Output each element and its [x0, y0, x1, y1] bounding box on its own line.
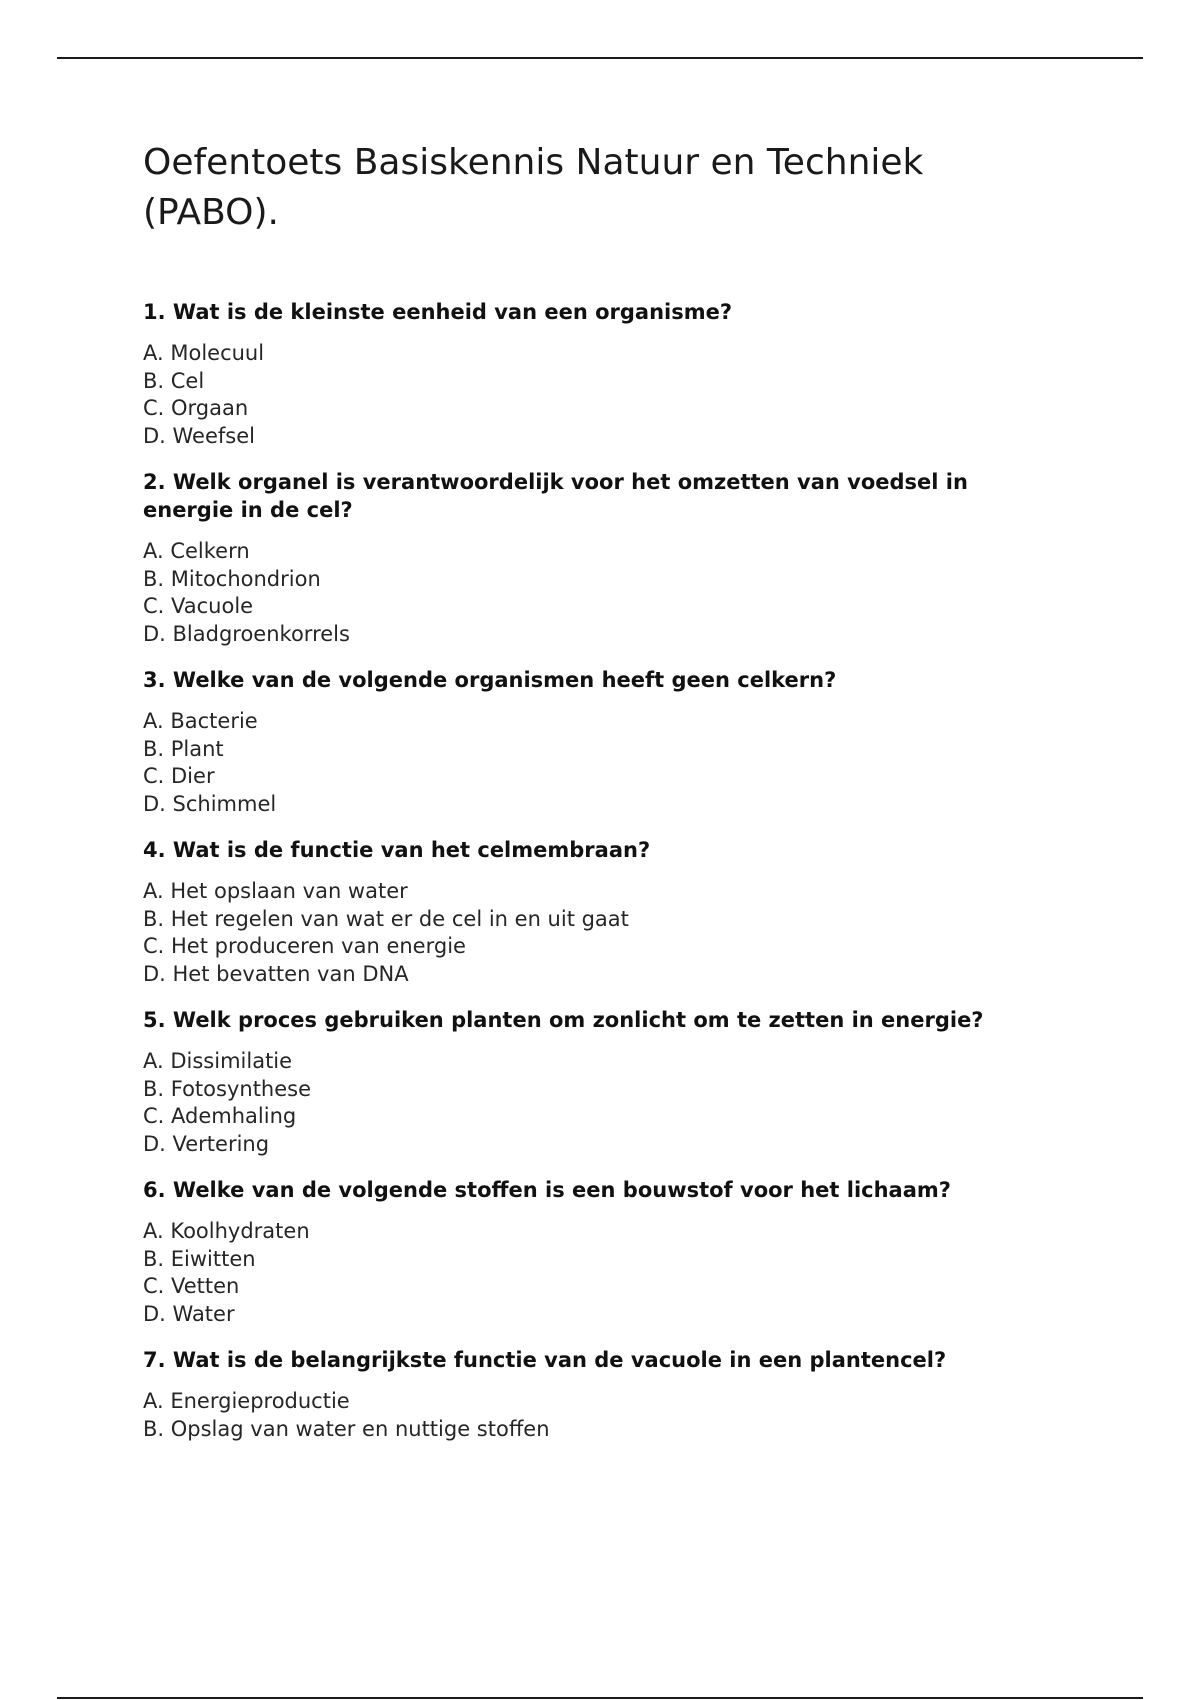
answer-option: C. Het produceren van energie: [143, 934, 466, 958]
page-title: Oefentoets Basiskennis Natuur en Techniek (PABO).: [143, 142, 924, 233]
answer-option: B. Opslag van water en nuttige stoffen: [143, 1416, 550, 1441]
answer-option: A. Het opslaan van water: [143, 879, 408, 903]
answer-options: [143, 1048, 1063, 1158]
answer-option: C. Vetten: [143, 1274, 240, 1298]
answer-option: B. Plant: [143, 736, 224, 761]
answer-options: [143, 538, 1063, 648]
question-text: 7. Wat is de belangrijkste functie van de vacuole in een plantencel?: [143, 1348, 947, 1372]
question-text: 2. Welk organel is verantwoordelijk voor het omzetten van voedsel in energie in de cel?: [143, 470, 968, 522]
answer-options: [143, 878, 1063, 988]
answer-option: B. Fotosynthese: [143, 1076, 312, 1101]
answer-option: C. Dier: [143, 764, 215, 788]
question-text: 3. Welke van de volgende organismen heeft geen celkern?: [143, 668, 837, 692]
answer-option: B. Eiwitten: [143, 1246, 256, 1271]
answer-option: A. Celkern: [143, 539, 250, 563]
answer-option: B. Het regelen van wat er de cel in en uit gaat: [143, 906, 629, 931]
answer-option: D. Weefsel: [143, 423, 255, 448]
answer-option: A. Bacterie: [143, 709, 258, 733]
answer-option: A. Energieproductie: [143, 1389, 350, 1413]
question-2: [143, 468, 1063, 648]
answer-option: D. Water: [143, 1301, 235, 1326]
answer-option: A. Dissimilatie: [143, 1049, 293, 1073]
question-4: [143, 836, 1063, 988]
answer-option: C. Orgaan: [143, 396, 249, 420]
answer-options: [143, 340, 1063, 450]
answer-option: C. Ademhaling: [143, 1104, 297, 1128]
question-5: [143, 1006, 1063, 1158]
answer-option: B. Mitochondrion: [143, 566, 321, 591]
question-text: 1. Wat is de kleinste eenheid van een organisme?: [143, 300, 733, 324]
question-text: 4. Wat is de functie van het celmembraan?: [143, 838, 651, 862]
answer-options: [143, 1388, 1063, 1443]
document-body: [143, 138, 1063, 1461]
answer-option: A. Molecuul: [143, 341, 265, 365]
answer-option: C. Vacuole: [143, 594, 254, 618]
answer-options: [143, 708, 1063, 818]
top-rule: [57, 57, 1143, 59]
answer-options: [143, 1218, 1063, 1328]
question-3: [143, 666, 1063, 818]
answer-option: D. Het bevatten van DNA: [143, 961, 409, 986]
answer-option: D. Bladgroenkorrels: [143, 621, 350, 646]
answer-option: D. Schimmel: [143, 791, 277, 816]
answer-option: B. Cel: [143, 368, 205, 393]
question-text: 6. Welke van de volgende stoffen is een bouwstof voor het lichaam?: [143, 1178, 951, 1202]
answer-option: A. Koolhydraten: [143, 1219, 310, 1243]
question-7: [143, 1346, 1063, 1443]
question-6: [143, 1176, 1063, 1328]
question-text: 5. Welk proces gebruiken planten om zonlicht om te zetten in energie?: [143, 1008, 984, 1032]
answer-option: D. Vertering: [143, 1131, 270, 1156]
bottom-rule: [57, 1697, 1143, 1699]
question-1: [143, 298, 1063, 450]
